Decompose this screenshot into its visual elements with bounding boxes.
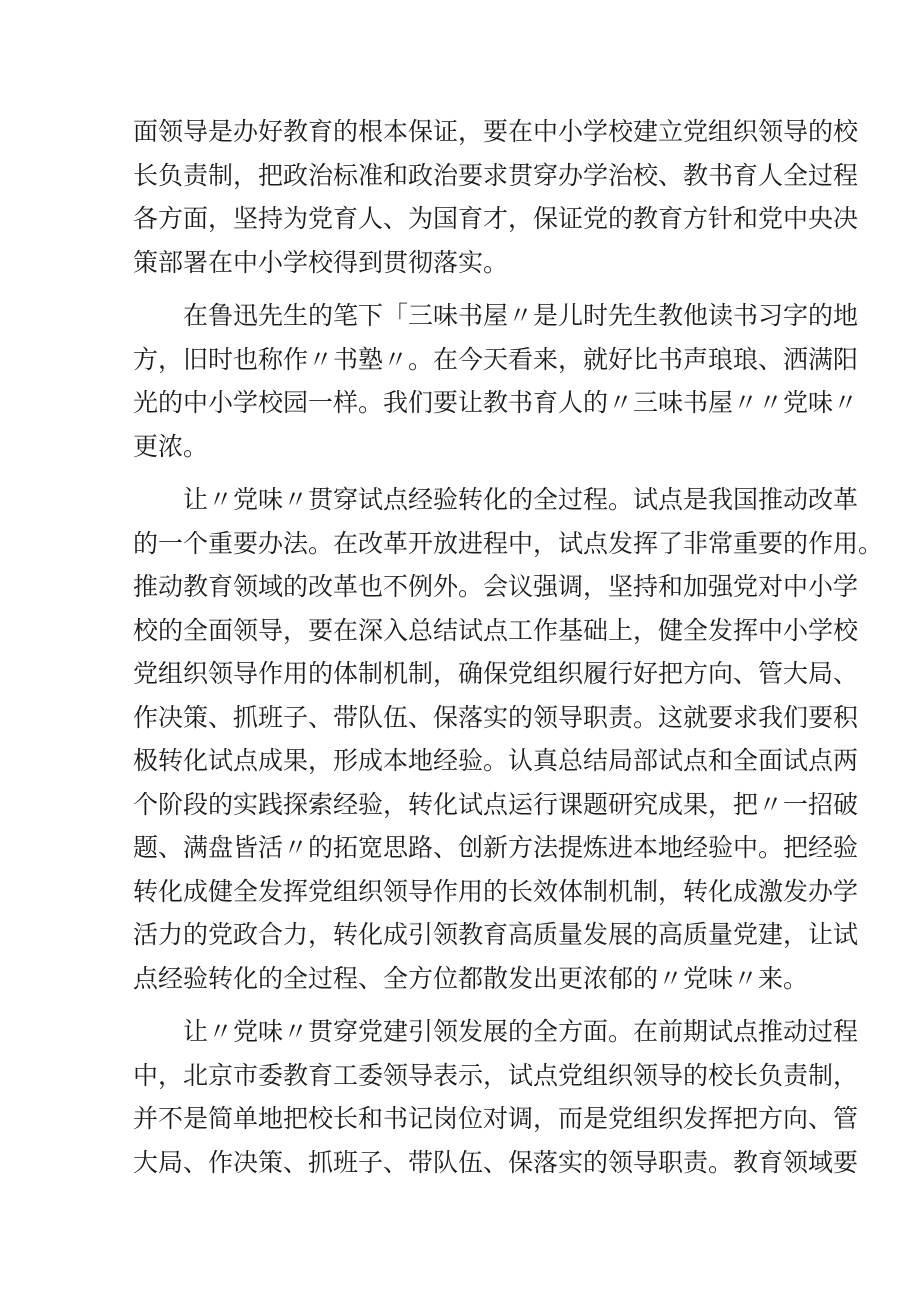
text-line: 并不是简单地把校长和书记岗位对调，而是党组织发挥把方向、管 [133,1104,859,1133]
text-line: 在鲁迅先生的笔下「三味书屋〃是儿时先生教他读书习字的地 [183,301,859,330]
text-line: 转化成健全发挥党组织领导作用的长效体制机制，转化成激发办学 [133,876,859,906]
text-line: 各方面，坚持为党育人、为国育才，保证党的教育方针和党中央决 [133,204,859,233]
text-line: 个阶段的实践探索经验，转化试点运行课题研究成果，把〃一招破 [133,789,859,819]
text-line: 策部署在中小学校得到贯彻落实。 [133,247,509,277]
text-line: 中，北京市委教育工委领导表示，试点党组织领导的校长负责制， [133,1060,859,1090]
document-body [133,110,884,1184]
text-line: 大局、作决策、抓班子、带队伍、保落实的领导职责。教育领域要 [133,1147,859,1177]
text-line: 作决策、抓班子、带队伍、保落实的领导职责。这就要求我们要积 [133,702,859,732]
text-line: 让〃党味〃贯穿试点经验转化的全过程。试点是我国推动改革 [183,485,859,514]
paragraph [133,110,859,284]
text-line: 极转化试点成果，形成本地经验。认真总结局部试点和全面试点两 [133,746,859,775]
text-line: 校的全面领导，要在深入总结试点工作基础上，健全发挥中小学校 [133,615,859,645]
text-line: 长负责制，把政治标准和政治要求贯穿办学治校、教书育人全过程 [133,160,859,190]
text-line: 推动教育领域的改革也不例外。会议强调，坚持和加强党对中小学 [133,572,859,601]
text-line: 光的中小学校园一样。我们要让教书育人的〃三味书屋〃〃党味〃 [133,388,859,417]
text-line: 活力的党政合力，转化成引领教育高质量发展的高质量党建，让试 [133,920,859,949]
text-line: 题、满盘皆活〃的拓宽思路、创新方法提炼进本地经验中。把经验 [133,833,859,862]
text-line: 方，旧时也称作〃书塾〃。在今天看来，就好比书声琅琅、洒满阳 [133,344,859,374]
text-line: 让〃党味〃贯穿党建引领发展的全方面。在前期试点推动过程 [183,1017,859,1046]
text-line: 更浓。 [133,431,209,461]
text-line: 的一个重要办法。在改革开放进程中，试点发挥了非常重要的作用。 [133,528,884,558]
text-line: 面领导是办好教育的根本保证，要在中小学校建立党组织领导的校 [133,117,859,146]
paragraph [133,478,884,1000]
paragraph [133,1010,859,1184]
text-line: 点经验转化的全过程、全方位都散发出更浓郁的〃党味〃来。 [133,963,809,993]
paragraph [133,294,859,468]
text-line: 党组织领导作用的体制机制，确保党组织履行好把方向、管大局、 [133,659,859,688]
